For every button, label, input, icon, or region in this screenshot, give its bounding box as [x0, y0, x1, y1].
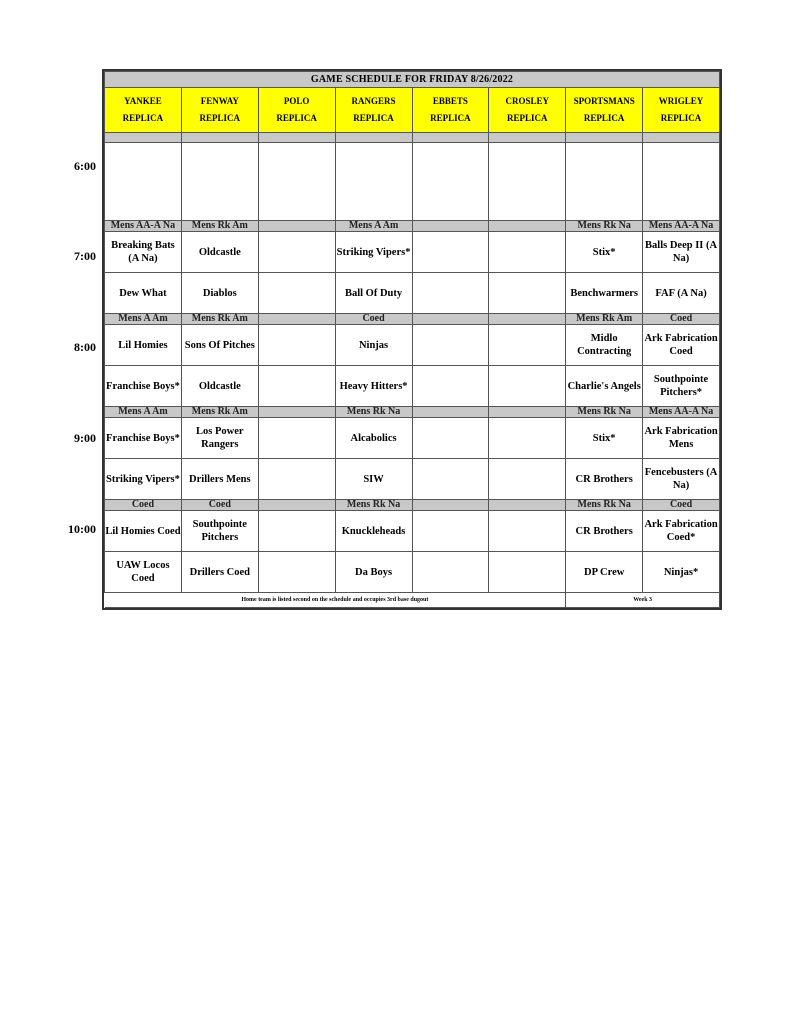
schedule-table	[102, 69, 722, 610]
division-label	[412, 314, 489, 325]
away-team-cell: Balls Deep II (A Na)	[643, 232, 720, 273]
away-team-cell: Alcabolics	[335, 418, 412, 459]
division-label	[489, 221, 566, 232]
field-name: CROSLEY	[505, 96, 550, 106]
division-label: Mens Rk Am	[181, 407, 258, 418]
away-team-cell	[489, 418, 566, 459]
division-label	[412, 221, 489, 232]
division-label	[412, 500, 489, 511]
away-team-cell: Striking Vipers*	[335, 232, 412, 273]
away-team-cell	[258, 325, 335, 366]
home-team-cell: Charlie's Angels	[566, 366, 643, 407]
field-header-rangers	[335, 88, 412, 133]
home-team-cell	[489, 273, 566, 314]
division-label: Mens Rk Na	[335, 407, 412, 418]
home-team-cell: Heavy Hitters*	[335, 366, 412, 407]
spacer-cell	[335, 133, 412, 143]
field-header-wrigley	[643, 88, 720, 133]
away-team-row	[105, 418, 720, 459]
home-team-cell: Oldcastle	[181, 366, 258, 407]
away-team-cell	[258, 232, 335, 273]
home-team-cell: Da Boys	[335, 552, 412, 593]
empty-slot-cell	[489, 143, 566, 221]
home-team-cell	[489, 552, 566, 593]
spacer-cell	[489, 133, 566, 143]
home-team-cell: SIW	[335, 459, 412, 500]
division-label	[489, 500, 566, 511]
home-team-cell: Drillers Coed	[181, 552, 258, 593]
division-label: Mens Rk Na	[566, 500, 643, 511]
field-header-yankee	[105, 88, 182, 133]
spacer-cell	[181, 133, 258, 143]
time-label: 10:00	[68, 522, 96, 536]
division-label: Mens Rk Na	[566, 221, 643, 232]
field-header-fenway	[181, 88, 258, 133]
field-name: FENWAY	[200, 96, 239, 106]
home-team-cell: Dew What	[105, 273, 182, 314]
division-label: Mens AA-A Na	[643, 407, 720, 418]
division-label	[258, 221, 335, 232]
away-team-cell	[489, 325, 566, 366]
field-name: SPORTSMANS	[573, 96, 635, 106]
away-team-cell: Stix*	[566, 418, 643, 459]
division-row	[105, 407, 720, 418]
away-team-cell	[258, 418, 335, 459]
empty-slot-cell	[258, 143, 335, 221]
field-name: POLO	[283, 96, 310, 106]
away-team-cell	[258, 511, 335, 552]
away-team-cell	[489, 511, 566, 552]
home-team-cell: DP Crew	[566, 552, 643, 593]
home-team-cell	[489, 459, 566, 500]
field-subtitle: REPLICA	[276, 113, 317, 123]
division-label: Mens A Am	[105, 407, 182, 418]
away-team-cell: Franchise Boys*	[105, 418, 182, 459]
field-subtitle: REPLICA	[660, 113, 702, 123]
field-name: YANKEE	[124, 96, 162, 106]
field-subtitle: REPLICA	[353, 113, 394, 123]
footer-note: Home team is listed second on the schedule and occupies 3rd base dugout	[105, 593, 566, 608]
field-subtitle: REPLICA	[199, 113, 241, 123]
away-team-cell	[412, 511, 489, 552]
away-team-cell	[489, 232, 566, 273]
home-team-cell: Diablos	[181, 273, 258, 314]
home-team-row	[105, 552, 720, 593]
home-team-cell	[258, 552, 335, 593]
home-team-cell	[489, 366, 566, 407]
time-label: 9:00	[74, 431, 96, 445]
division-label: Coed	[335, 314, 412, 325]
empty-slot-cell	[643, 143, 720, 221]
field-subtitle: REPLICA	[507, 113, 548, 123]
division-label: Coed	[105, 500, 182, 511]
home-team-cell: Benchwarmers	[566, 273, 643, 314]
field-name: EBBETS	[432, 96, 468, 106]
home-team-cell: UAW Locos Coed	[105, 552, 182, 593]
home-team-cell	[258, 273, 335, 314]
home-team-row	[105, 273, 720, 314]
division-label: Mens Rk Am	[181, 314, 258, 325]
home-team-cell: Drillers Mens	[181, 459, 258, 500]
division-label: Mens AA-A Na	[643, 221, 720, 232]
away-team-cell: Midlo Contracting	[566, 325, 643, 366]
home-team-cell	[412, 366, 489, 407]
time-label: 7:00	[74, 249, 96, 263]
field-name: WRIGLEY	[658, 96, 704, 106]
field-subtitle: REPLICA	[583, 113, 625, 123]
away-team-cell	[412, 325, 489, 366]
spacer-cell	[105, 133, 182, 143]
time-label: 6:00	[74, 159, 96, 173]
away-team-cell	[412, 418, 489, 459]
empty-slot-cell	[181, 143, 258, 221]
away-team-cell: Breaking Bats (A Na)	[105, 232, 182, 273]
empty-slot-cell	[105, 143, 182, 221]
away-team-cell: Ark Fabrication Coed	[643, 325, 720, 366]
week-label: Week 3	[566, 593, 720, 608]
division-label: Mens AA-A Na	[105, 221, 182, 232]
division-label: Mens Rk Na	[566, 407, 643, 418]
field-subtitle: REPLICA	[122, 113, 164, 123]
away-team-row	[105, 511, 720, 552]
division-label	[412, 407, 489, 418]
home-team-cell	[412, 273, 489, 314]
home-team-cell	[412, 459, 489, 500]
empty-slot-cell	[335, 143, 412, 221]
away-team-cell: Lil Homies Coed	[105, 511, 182, 552]
field-header-crosley	[489, 88, 566, 133]
home-team-cell	[412, 552, 489, 593]
home-team-cell: Ninjas*	[643, 552, 720, 593]
schedule-title: GAME SCHEDULE FOR FRIDAY 8/26/2022	[105, 72, 720, 88]
away-team-cell: CR Brothers	[566, 511, 643, 552]
division-label: Coed	[181, 500, 258, 511]
time-label: 8:00	[74, 340, 96, 354]
home-team-cell	[258, 459, 335, 500]
away-team-cell: Stix*	[566, 232, 643, 273]
home-team-cell: Striking Vipers*	[105, 459, 182, 500]
away-team-row	[105, 325, 720, 366]
division-label	[489, 407, 566, 418]
home-team-row	[105, 459, 720, 500]
away-team-cell: Los Power Rangers	[181, 418, 258, 459]
home-team-cell	[258, 366, 335, 407]
division-label: Mens Rk Na	[335, 500, 412, 511]
empty-slot-cell	[566, 143, 643, 221]
division-label: Mens Rk Am	[181, 221, 258, 232]
division-label	[258, 314, 335, 325]
spacer-cell	[412, 133, 489, 143]
home-team-cell: Ball Of Duty	[335, 273, 412, 314]
division-row	[105, 314, 720, 325]
away-team-cell: Ninjas	[335, 325, 412, 366]
away-team-row	[105, 232, 720, 273]
away-team-cell: Ark Fabrication Coed*	[643, 511, 720, 552]
spacer-cell	[258, 133, 335, 143]
spacer-cell	[566, 133, 643, 143]
away-team-cell: Ark Fabrication Mens	[643, 418, 720, 459]
away-team-cell: Oldcastle	[181, 232, 258, 273]
division-label: Coed	[643, 314, 720, 325]
home-team-row	[105, 366, 720, 407]
field-header-polo	[258, 88, 335, 133]
away-team-cell: Sons Of Pitches	[181, 325, 258, 366]
division-label: Mens A Am	[335, 221, 412, 232]
empty-slot-cell	[412, 143, 489, 221]
home-team-cell: Southpointe Pitchers*	[643, 366, 720, 407]
division-label: Mens Rk Am	[566, 314, 643, 325]
field-header-ebbets	[412, 88, 489, 133]
field-header-sportsmans	[566, 88, 643, 133]
away-team-cell	[412, 232, 489, 273]
home-team-cell: CR Brothers	[566, 459, 643, 500]
away-team-cell: Knuckleheads	[335, 511, 412, 552]
division-label	[258, 407, 335, 418]
division-label	[489, 314, 566, 325]
division-row	[105, 500, 720, 511]
home-team-cell: Fencebusters (A Na)	[643, 459, 720, 500]
division-label: Mens A Am	[105, 314, 182, 325]
home-team-cell: Franchise Boys*	[105, 366, 182, 407]
division-label	[258, 500, 335, 511]
division-row	[105, 221, 720, 232]
spacer-cell	[643, 133, 720, 143]
field-subtitle: REPLICA	[430, 113, 471, 123]
field-name: RANGERS	[351, 96, 396, 106]
away-team-cell: Southpointe Pitchers	[181, 511, 258, 552]
home-team-cell: FAF (A Na)	[643, 273, 720, 314]
away-team-cell: Lil Homies	[105, 325, 182, 366]
division-label: Coed	[643, 500, 720, 511]
